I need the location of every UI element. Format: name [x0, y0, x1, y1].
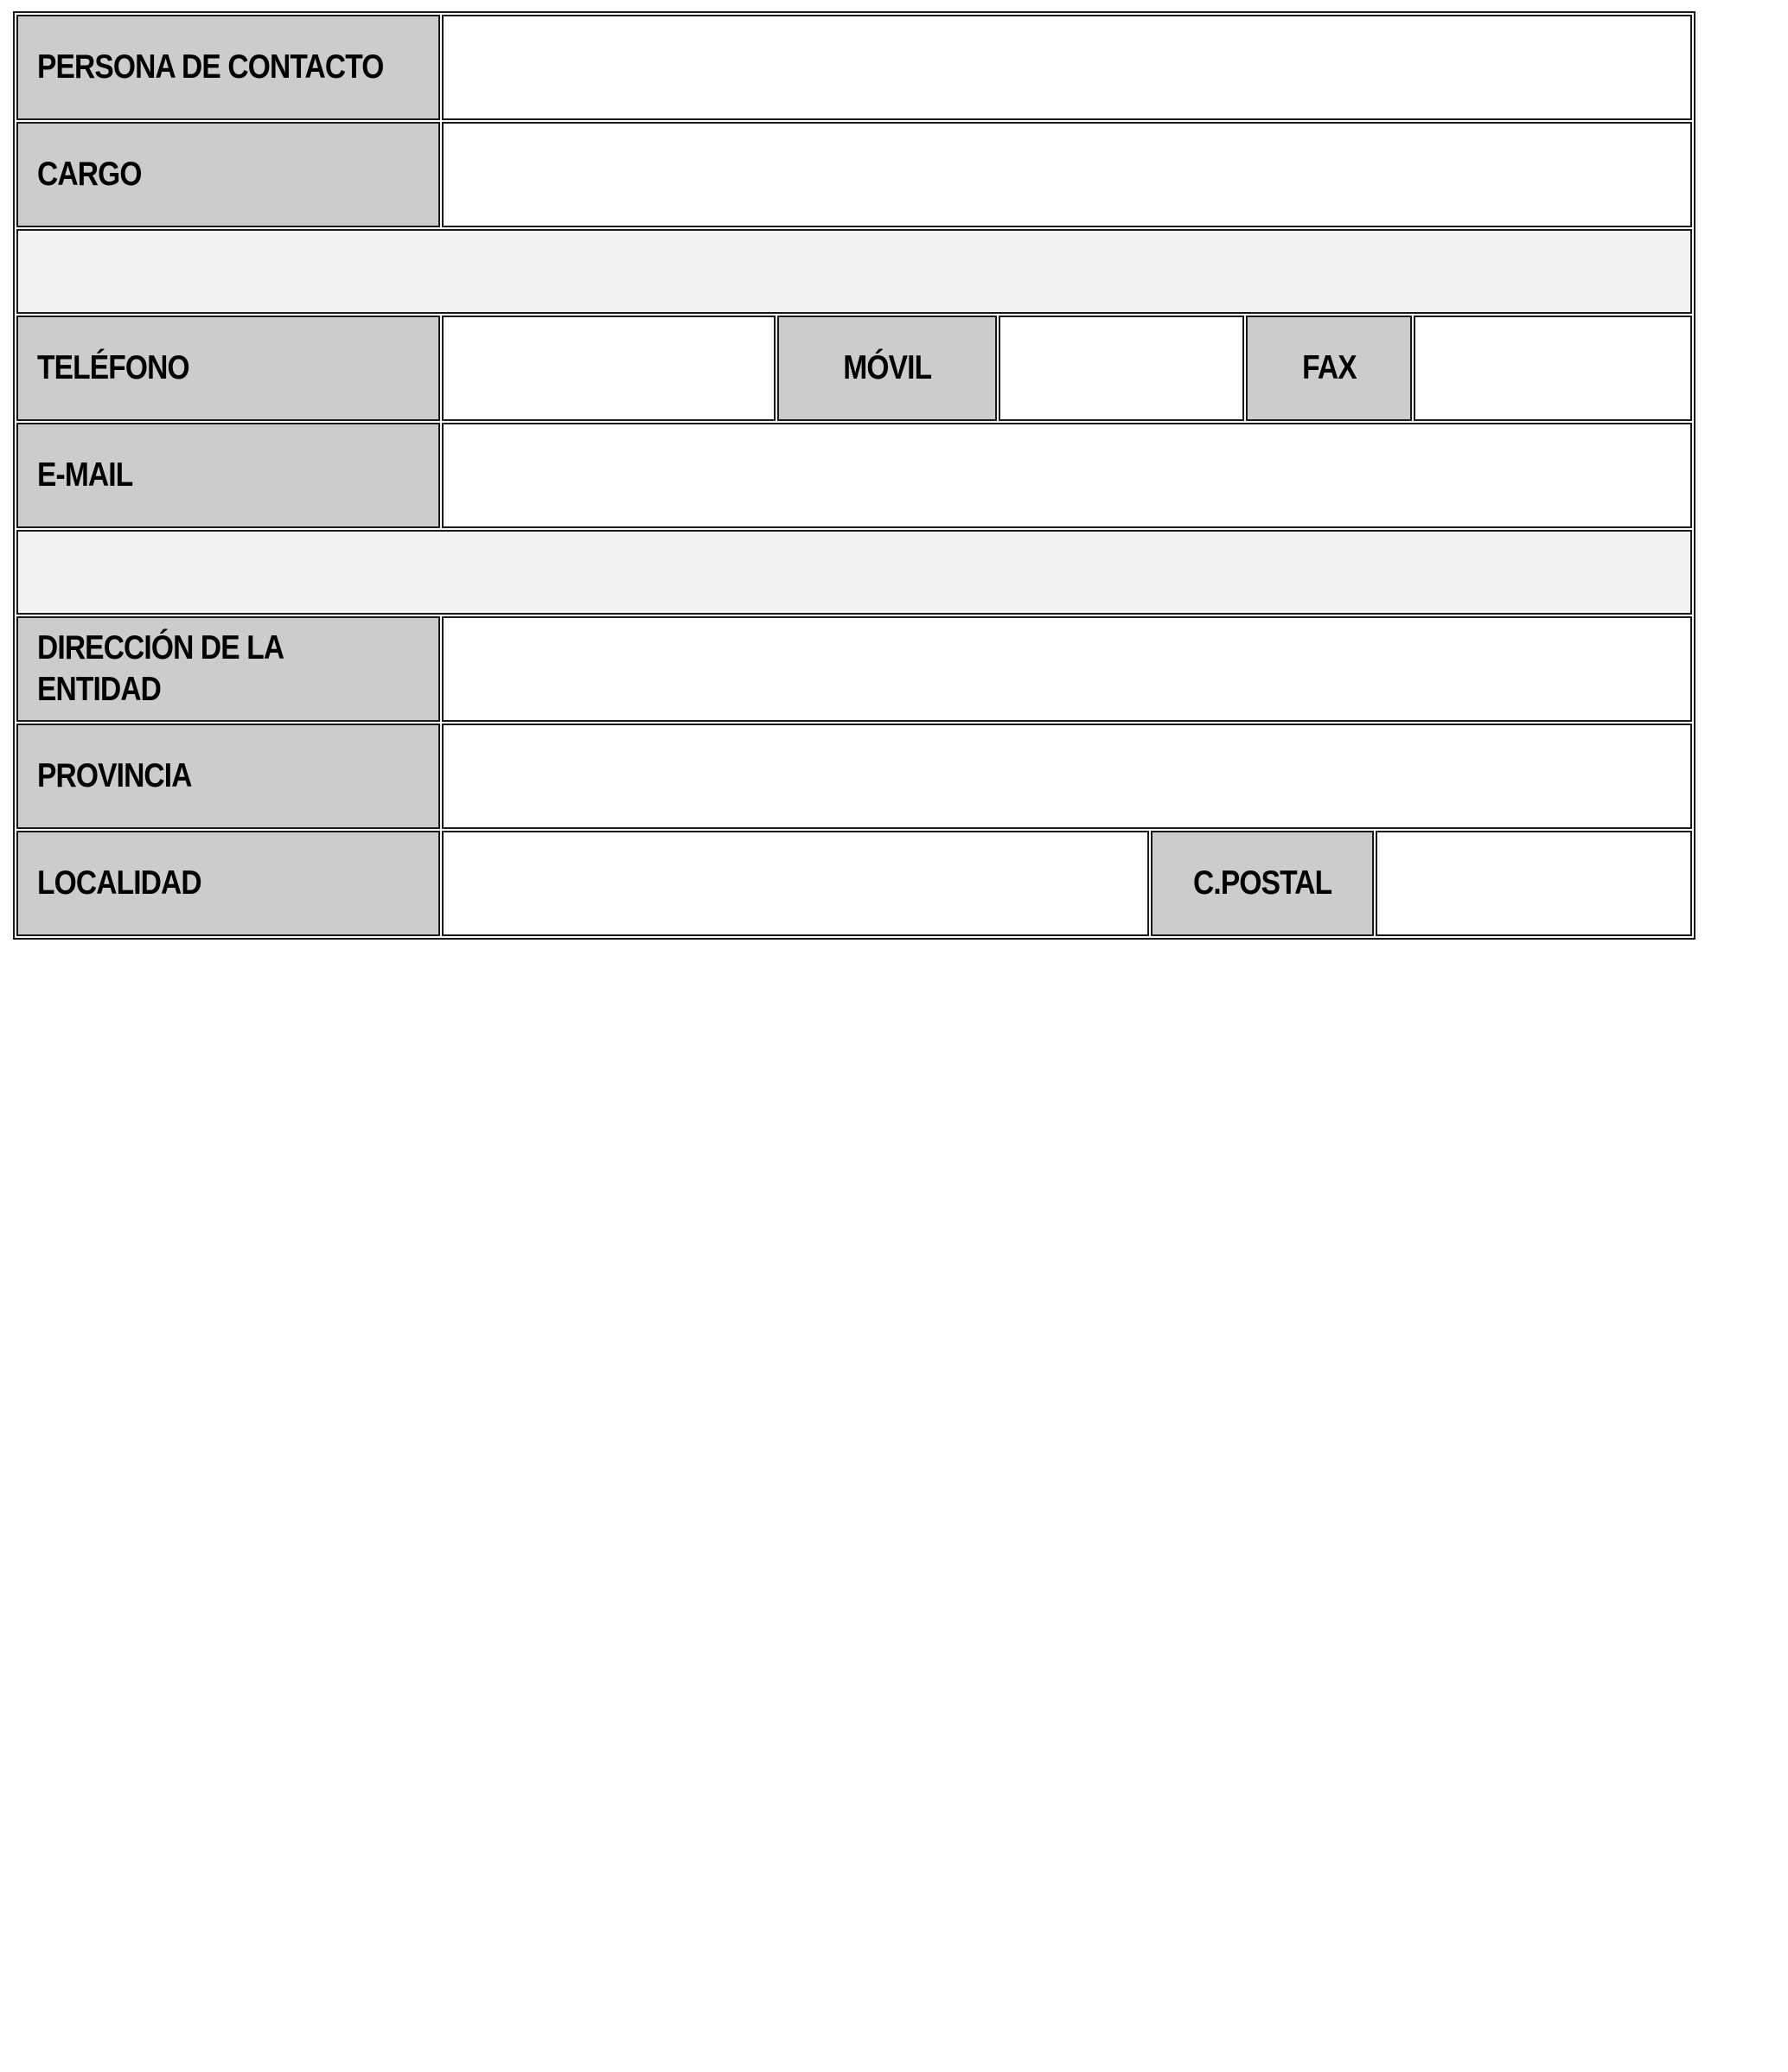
section-spacer: [16, 530, 1692, 615]
email-label: [16, 423, 440, 528]
province-label-text: PROVINCIA: [37, 757, 192, 794]
address-label: [16, 616, 440, 722]
address-label-text: DIRECCIÓN DE LA ENTIDAD: [37, 629, 284, 708]
locality-label: [16, 831, 440, 936]
contact-person-label: [16, 15, 440, 120]
mobile-label: [777, 316, 997, 421]
province-field[interactable]: [442, 724, 1692, 829]
mobile-label-text: MÓVIL: [843, 349, 931, 386]
email-field[interactable]: [442, 423, 1692, 528]
contact-form: [13, 11, 1695, 940]
province-label: [16, 724, 440, 829]
fax-label-text: FAX: [1301, 349, 1357, 386]
postal-code-label: [1151, 831, 1374, 936]
section-spacer: [16, 229, 1692, 314]
position-label: [16, 122, 440, 227]
mobile-field[interactable]: [999, 316, 1244, 421]
phone-label-text: TELÉFONO: [37, 349, 189, 386]
phone-field[interactable]: [442, 316, 776, 421]
phone-label: [16, 316, 440, 421]
address-field[interactable]: [442, 616, 1692, 722]
fax-field[interactable]: [1414, 316, 1692, 421]
contact-person-label-text: PERSONA DE CONTACTO: [37, 48, 384, 86]
postal-code-field[interactable]: [1376, 831, 1692, 936]
fax-label: [1246, 316, 1412, 421]
position-label-text: CARGO: [37, 156, 142, 193]
postal-code-label-text: C.POSTAL: [1192, 864, 1332, 902]
locality-field[interactable]: [442, 831, 1149, 936]
email-label-text: E-MAIL: [37, 456, 133, 494]
position-field[interactable]: [442, 122, 1692, 227]
locality-label-text: LOCALIDAD: [37, 864, 201, 902]
contact-person-field[interactable]: [442, 15, 1692, 120]
